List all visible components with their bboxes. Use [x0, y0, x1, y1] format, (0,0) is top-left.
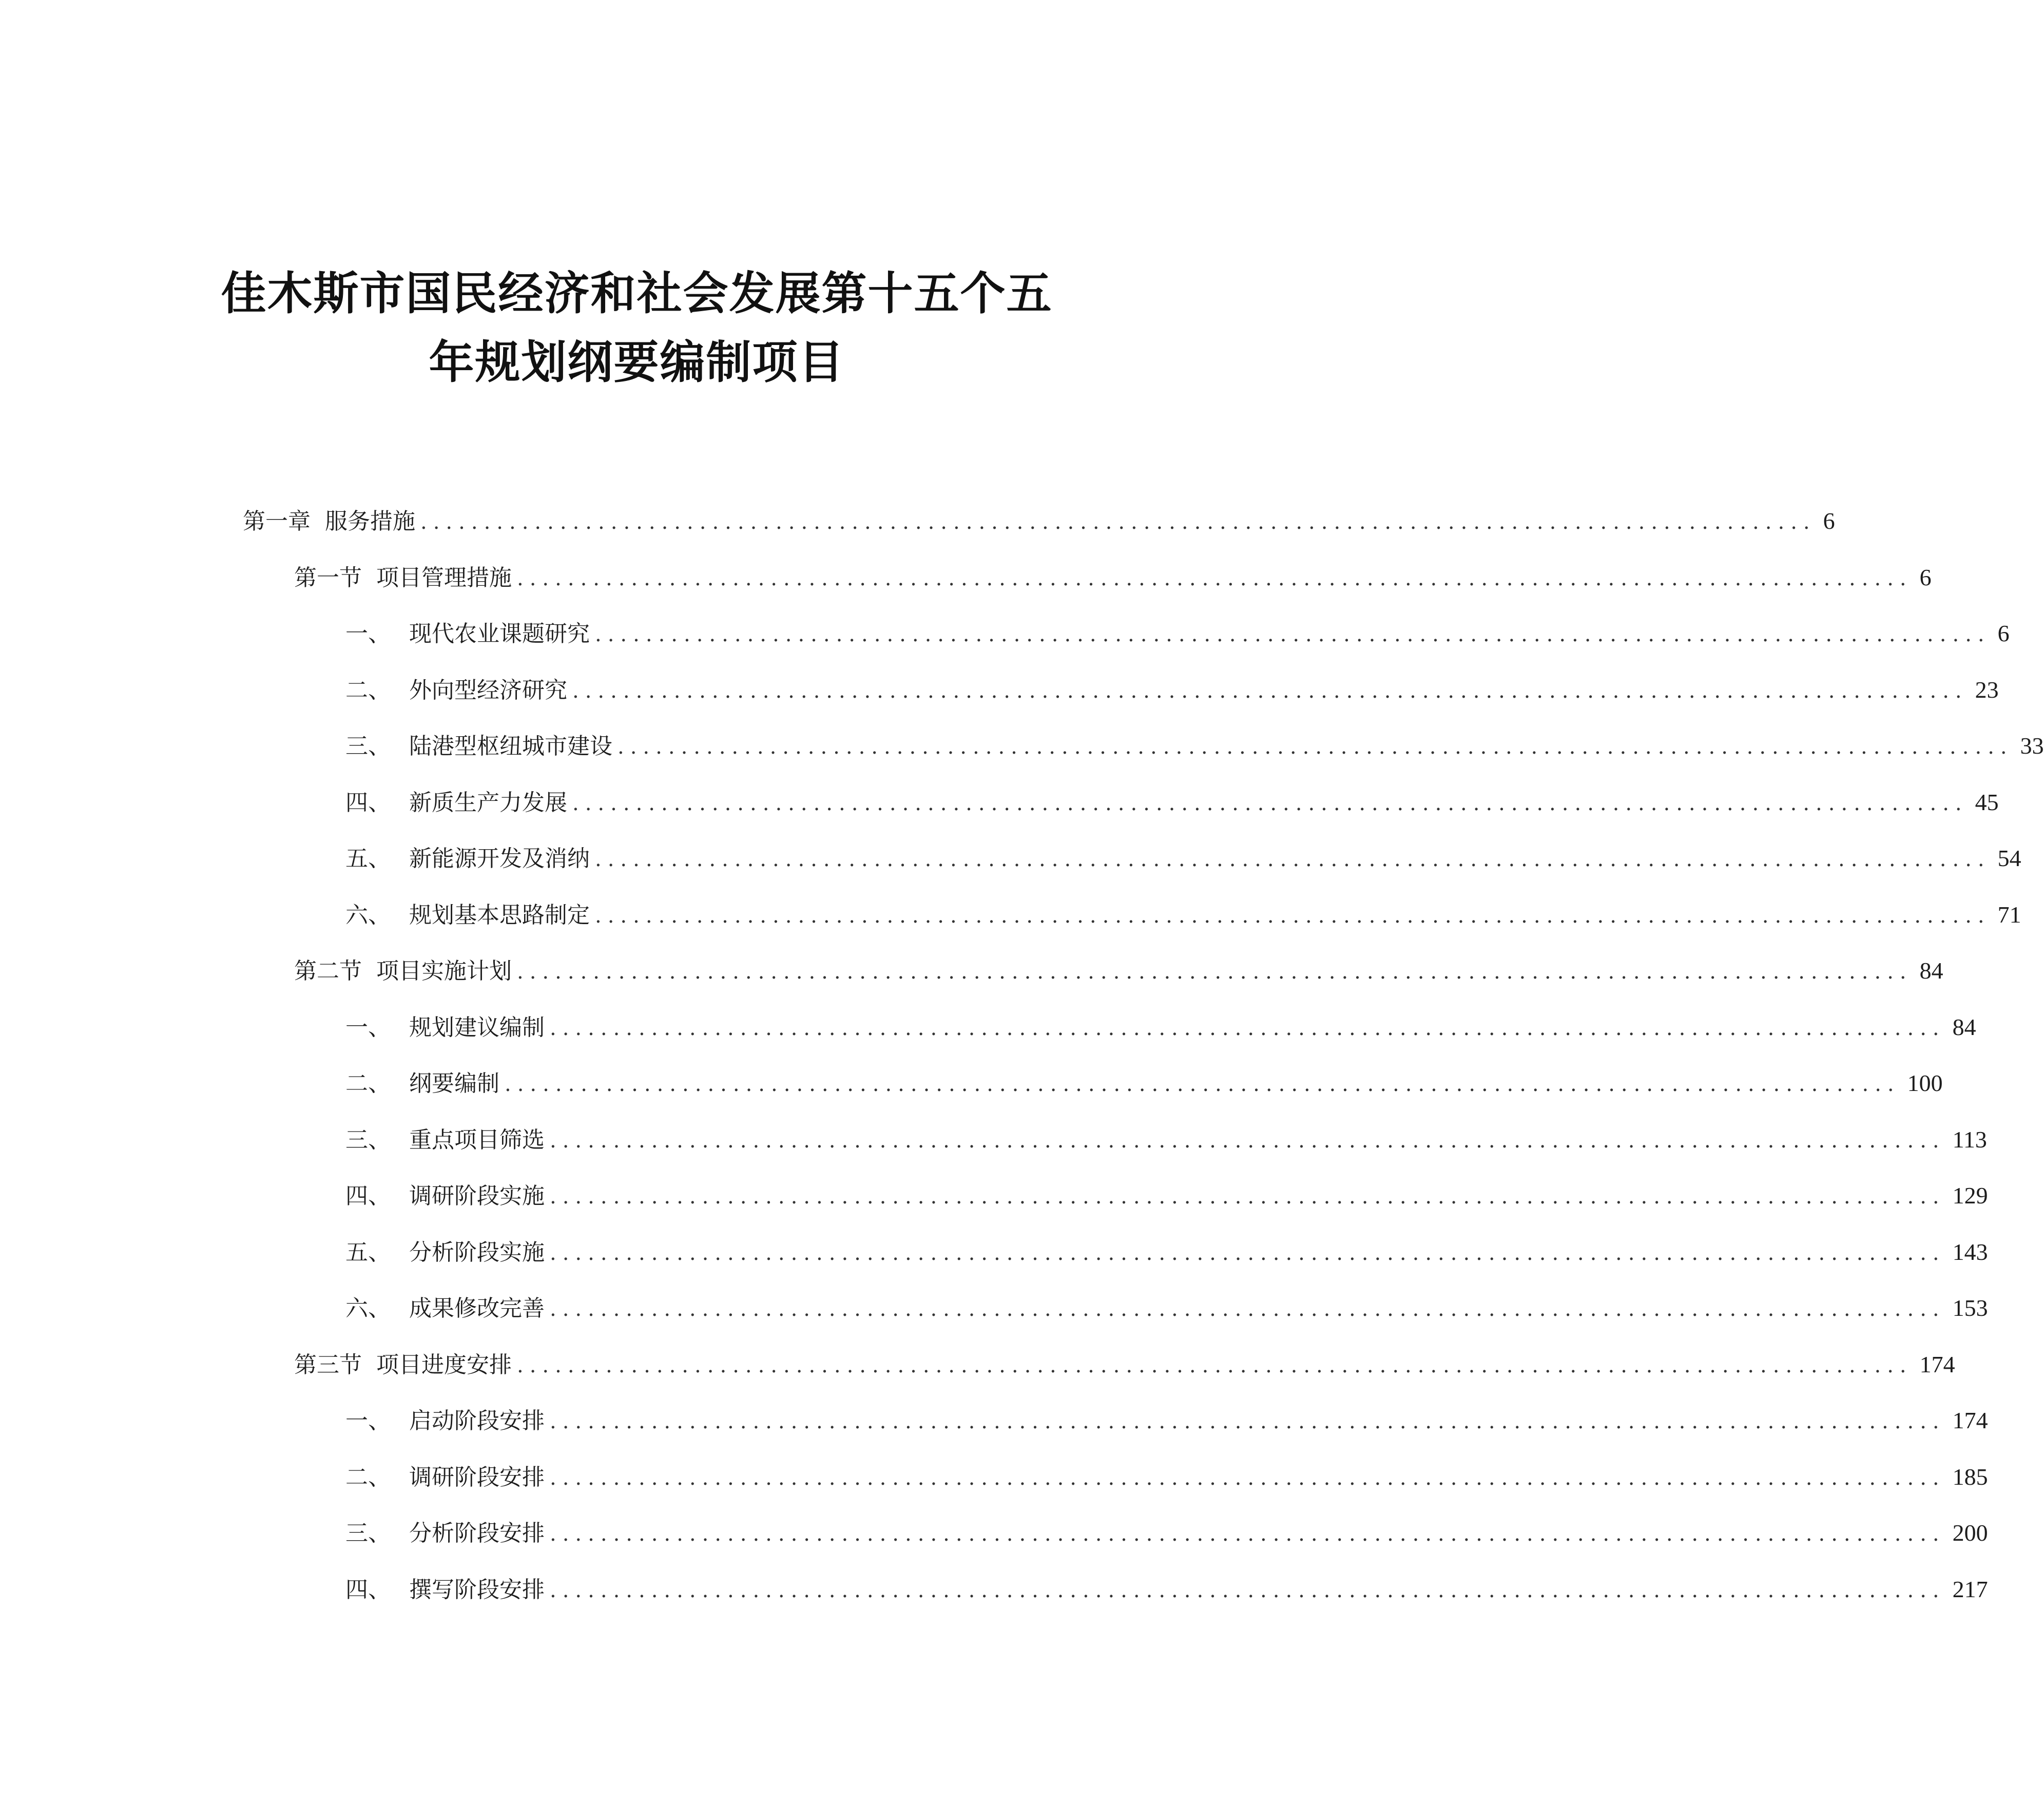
- toc-entry-number: 六、: [345, 902, 391, 928]
- toc-entry[interactable]: [345, 1009, 1976, 1045]
- toc-page-number: 84: [1952, 1014, 1976, 1040]
- toc-entry[interactable]: [345, 728, 2044, 764]
- toc-leader-dots: ..............................................................................................................: [550, 1466, 1945, 1490]
- toc-entry-text: 新能源开发及消纳: [409, 846, 590, 872]
- toc-leader-dots: ..............................................................................................................: [550, 1410, 1945, 1433]
- toc-entry-text: 分析阶段实施: [409, 1239, 545, 1266]
- toc-leader-dots: ..............................................................................................................: [517, 960, 1913, 984]
- toc-page-number: 23: [1975, 677, 1999, 703]
- toc-entry-text: 陆港型枢纽城市建设: [409, 733, 612, 759]
- toc-entry-label: [345, 616, 590, 652]
- toc-entry-text: 成果修改完善: [409, 1295, 545, 1321]
- toc-entry-text: 服务措施: [325, 508, 415, 534]
- toc-entry-text: 现代农业课题研究: [409, 621, 590, 647]
- toc-entry-label: [345, 1235, 545, 1271]
- toc-entry[interactable]: [294, 953, 1943, 989]
- toc-entry-label: [294, 1347, 512, 1383]
- toc-entry-number: 五、: [345, 1239, 391, 1266]
- toc-page-number: 84: [1919, 957, 1943, 984]
- toc-entry-number: 三、: [345, 733, 391, 759]
- toc-entry-number: 第二节: [294, 958, 362, 984]
- toc-leader-dots: ..............................................................................................................: [595, 848, 1991, 871]
- toc-entry-label: [345, 1066, 499, 1102]
- toc-page-number: 174: [1919, 1351, 1955, 1377]
- toc-entry-text: 项目进度安排: [376, 1352, 512, 1378]
- toc-entry[interactable]: [345, 672, 1999, 708]
- toc-entry-text: 新质生产力发展: [409, 790, 567, 816]
- title-line-2: 年规划纲要编制项目: [429, 336, 845, 389]
- toc-entry-label: [345, 1572, 545, 1608]
- toc-page-number: 100: [1907, 1070, 1943, 1096]
- toc-page-number: 45: [1975, 789, 1999, 815]
- toc-entry-label: [345, 1291, 545, 1327]
- toc-entry[interactable]: [345, 840, 2021, 876]
- toc-leader-dots: ..............................................................................................................: [550, 1185, 1945, 1209]
- toc-entry-number: 三、: [345, 1520, 391, 1546]
- toc-entry-label: [345, 1178, 545, 1214]
- toc-entry-label: [345, 1122, 545, 1158]
- toc-page-number: 33: [2020, 733, 2044, 759]
- toc-entry-number: 一、: [345, 621, 391, 647]
- toc-page-number: 129: [1952, 1182, 1988, 1209]
- toc-entry-text: 调研阶段安排: [409, 1464, 545, 1490]
- toc-leader-dots: ..............................................................................................................: [550, 1017, 1945, 1040]
- toc-page-number: 174: [1952, 1407, 1988, 1433]
- toc-entry-label: [243, 504, 415, 540]
- toc-entry-number: 二、: [345, 677, 391, 703]
- toc-entry-number: 第三节: [294, 1352, 362, 1378]
- toc-entry-label: [345, 785, 567, 821]
- toc-entry-text: 纲要编制: [409, 1070, 499, 1097]
- toc-entry-text: 分析阶段安排: [409, 1520, 545, 1546]
- toc-entry-text: 外向型经济研究: [409, 677, 567, 703]
- toc-page-number: 54: [1997, 845, 2021, 871]
- toc-entry-number: 六、: [345, 1295, 391, 1321]
- toc-entry-number: 五、: [345, 846, 391, 872]
- toc-leader-dots: ..............................................................................................................: [550, 1522, 1945, 1546]
- toc-page-number: 113: [1952, 1126, 1987, 1153]
- toc-leader-dots: ..............................................................................................................: [517, 1354, 1913, 1377]
- toc-entry-text: 项目管理措施: [376, 565, 512, 591]
- document-title: [0, 259, 1274, 397]
- toc-leader-dots: ..............................................................................................................: [505, 1072, 1900, 1096]
- title-line-1: 佳木斯市国民经济和社会发展第十五个五: [221, 267, 1053, 320]
- toc-entry-number: 二、: [345, 1070, 391, 1097]
- toc-entry-text: 撰写阶段安排: [409, 1577, 545, 1603]
- toc-entry-text: 规划基本思路制定: [409, 902, 590, 928]
- toc-entry[interactable]: [345, 1459, 1988, 1495]
- toc-entry-label: [294, 953, 512, 989]
- toc-entry-label: [345, 1516, 545, 1551]
- toc-entry[interactable]: [345, 1178, 1988, 1214]
- toc-entry[interactable]: [345, 1290, 1988, 1326]
- toc-entry[interactable]: [345, 1515, 1988, 1551]
- toc-entry-number: 一、: [345, 1014, 391, 1041]
- toc-entry[interactable]: [345, 1572, 1988, 1607]
- toc-entry[interactable]: [345, 1403, 1988, 1439]
- toc-entry[interactable]: [294, 1347, 1955, 1383]
- toc-entry-text: 启动阶段安排: [409, 1408, 545, 1434]
- toc-entry-number: 一、: [345, 1408, 391, 1434]
- toc-leader-dots: ..............................................................................................................: [550, 1579, 1945, 1602]
- toc-entry-label: [345, 1403, 545, 1439]
- toc-page-number: 217: [1952, 1576, 1988, 1602]
- toc-entry-label: [345, 897, 590, 933]
- toc-entry[interactable]: [243, 503, 1835, 539]
- toc-page-number: 6: [1919, 564, 1932, 590]
- toc-entry-number: 四、: [345, 1183, 391, 1209]
- toc-leader-dots: ..............................................................................................................: [572, 679, 1968, 703]
- toc-entry[interactable]: [345, 1065, 1943, 1101]
- toc-entry[interactable]: [345, 1122, 1987, 1158]
- toc-entry-label: [294, 560, 512, 596]
- toc-entry-number: 第一节: [294, 565, 362, 591]
- toc-entry[interactable]: [345, 897, 2021, 933]
- toc-entry-text: 重点项目筛选: [409, 1127, 545, 1153]
- toc-entry-label: [345, 1460, 545, 1496]
- toc-entry-label: [345, 841, 590, 877]
- toc-entry-label: [345, 729, 612, 764]
- toc-page-number: 6: [1997, 620, 2010, 646]
- toc-leader-dots: ..............................................................................................................: [550, 1241, 1945, 1265]
- toc-entry-number: 三、: [345, 1127, 391, 1153]
- toc-leader-dots: ..............................................................................................................: [618, 735, 2013, 759]
- toc-entry-number: 四、: [345, 790, 391, 816]
- toc-entry[interactable]: [345, 784, 1999, 820]
- toc-leader-dots: ..............................................................................................................: [595, 904, 1991, 928]
- toc-entry[interactable]: [345, 1234, 1988, 1270]
- toc-entry[interactable]: [345, 616, 2010, 652]
- toc-page-number: 143: [1952, 1239, 1988, 1265]
- toc-leader-dots: ..............................................................................................................: [550, 1129, 1945, 1153]
- toc-entry[interactable]: [294, 560, 1932, 596]
- toc-leader-dots: ..............................................................................................................: [595, 623, 1991, 646]
- toc-page-number: 71: [1997, 902, 2021, 928]
- toc-page-number: 6: [1823, 508, 1835, 534]
- toc-entry-number: 二、: [345, 1464, 391, 1490]
- toc-entry-number: 四、: [345, 1577, 391, 1603]
- toc-entry-text: 调研阶段实施: [409, 1183, 545, 1209]
- toc-entry-number: 第一章: [243, 508, 311, 534]
- toc-entry-text: 项目实施计划: [376, 958, 512, 984]
- toc-leader-dots: ..............................................................................................................: [550, 1297, 1945, 1321]
- toc-entry-label: [345, 1010, 545, 1046]
- toc-leader-dots: ..............................................................................................................: [420, 510, 1816, 534]
- toc-leader-dots: ..............................................................................................................: [517, 567, 1913, 590]
- toc-leader-dots: ..............................................................................................................: [572, 792, 1968, 815]
- toc-entry-label: [345, 673, 567, 708]
- toc-page-number: 153: [1952, 1295, 1988, 1321]
- toc-page-number: 185: [1952, 1464, 1988, 1490]
- toc-entry-text: 规划建议编制: [409, 1014, 545, 1041]
- toc-page-number: 200: [1952, 1520, 1988, 1546]
